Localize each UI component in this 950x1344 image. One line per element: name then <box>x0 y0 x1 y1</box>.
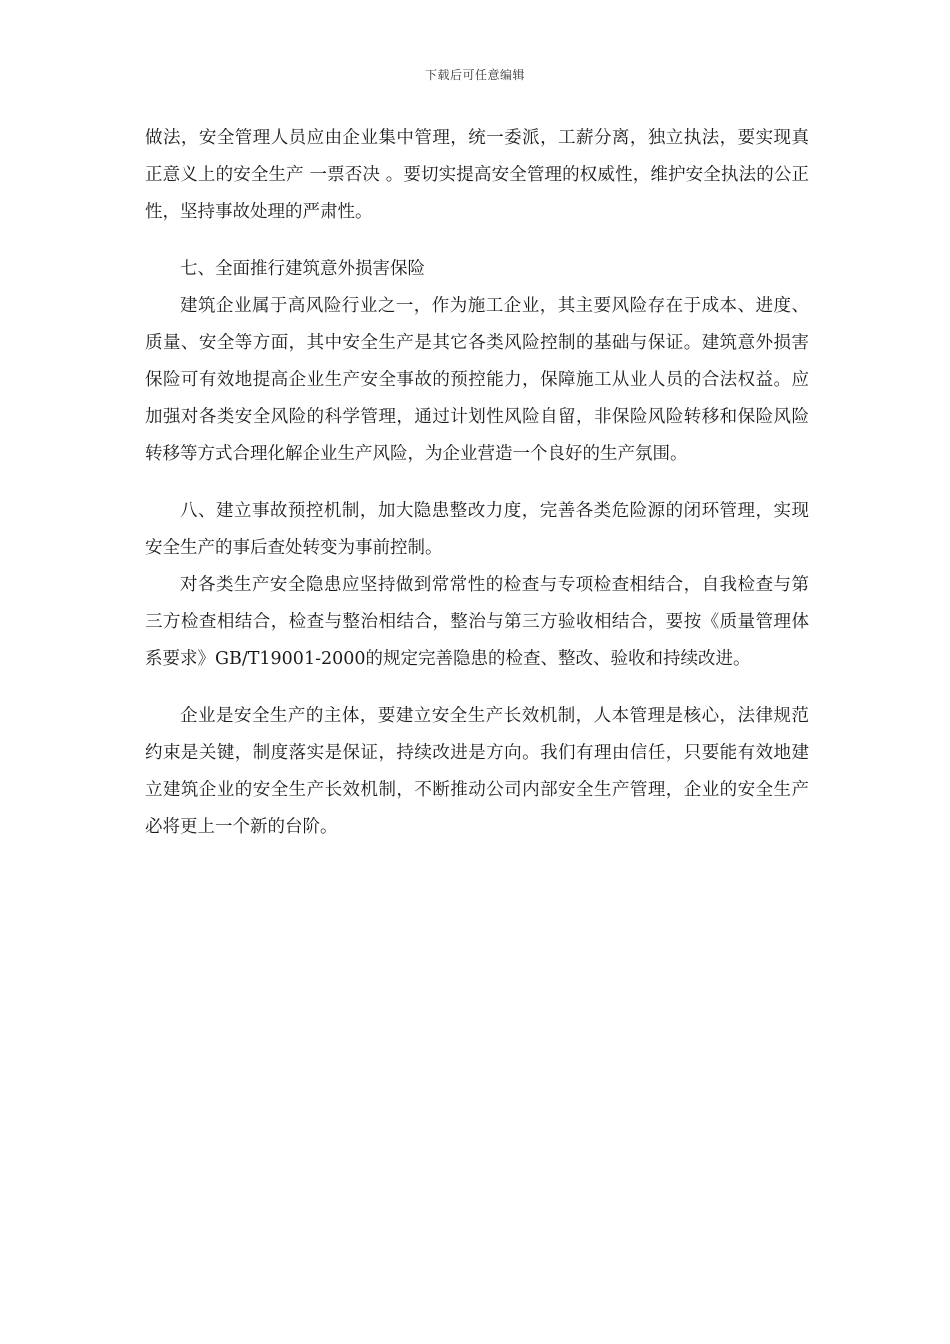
section-heading-7: 七、全面推行建筑意外损害保险 <box>180 259 425 279</box>
paragraph-continuation: 做法，安全管理人员应由企业集中管理，统一委派，工薪分离，独立执法，要实现真正意义上的安全生产 一票否决 。要切实提高安全管理的权威性，维护安全执法的公正性，坚持事故处理的严肃性。 <box>145 128 809 222</box>
paragraph-conclusion: 企业是安全生产的主体，要建立安全生产长效机制，人本管理是核心，法律规范约束是关键，制度落实是保证，持续改进是方向。我们有理由信任，只要能有效地建立建筑企业的安全生产长效机制，不断推动公司内部安全生产管理，企业的安全生产必将更上一个新的台阶。 <box>145 706 809 837</box>
paragraph-section-7: 建筑企业属于高风险行业之一，作为施工企业，其主要风险存在于成本、进度、质量、安全等方面，其中安全生产是其它各类风险控制的基础与保证。建筑意外损害保险可有效地提高企业生产安全事故的预控能力，保障施工从业人员的合法权益。应加强对各类安全风险的科学管理，通过计划性风险自留，非保险风险转移和保险风险转移等方式合理化解企业生产风险，为企业营造一个良好的生产氛围。 <box>145 296 809 464</box>
header-note: 下载后可任意编辑 <box>424 68 525 82</box>
paragraph-gap <box>145 231 809 251</box>
paragraph-section-8: 对各类生产安全隐患应坚持做到常常性的检查与专项检查相结合，自我检查与第三方检查相结合，检查与整治相结合，整治与第三方验收相结合，要按《质量管理体系要求》GB/T19001-2000的规定完善隐患的检查、整改、验收和持续改进。 <box>145 575 809 669</box>
paragraph-gap <box>145 678 809 698</box>
section-heading-8: 八、建立事故预控机制，加大隐患整改力度，完善各类危险源的闭环管理，实现安全生产的事后查处转变为事前控制。 <box>145 501 809 558</box>
document-body <box>145 120 809 846</box>
paragraph-gap <box>145 473 809 493</box>
